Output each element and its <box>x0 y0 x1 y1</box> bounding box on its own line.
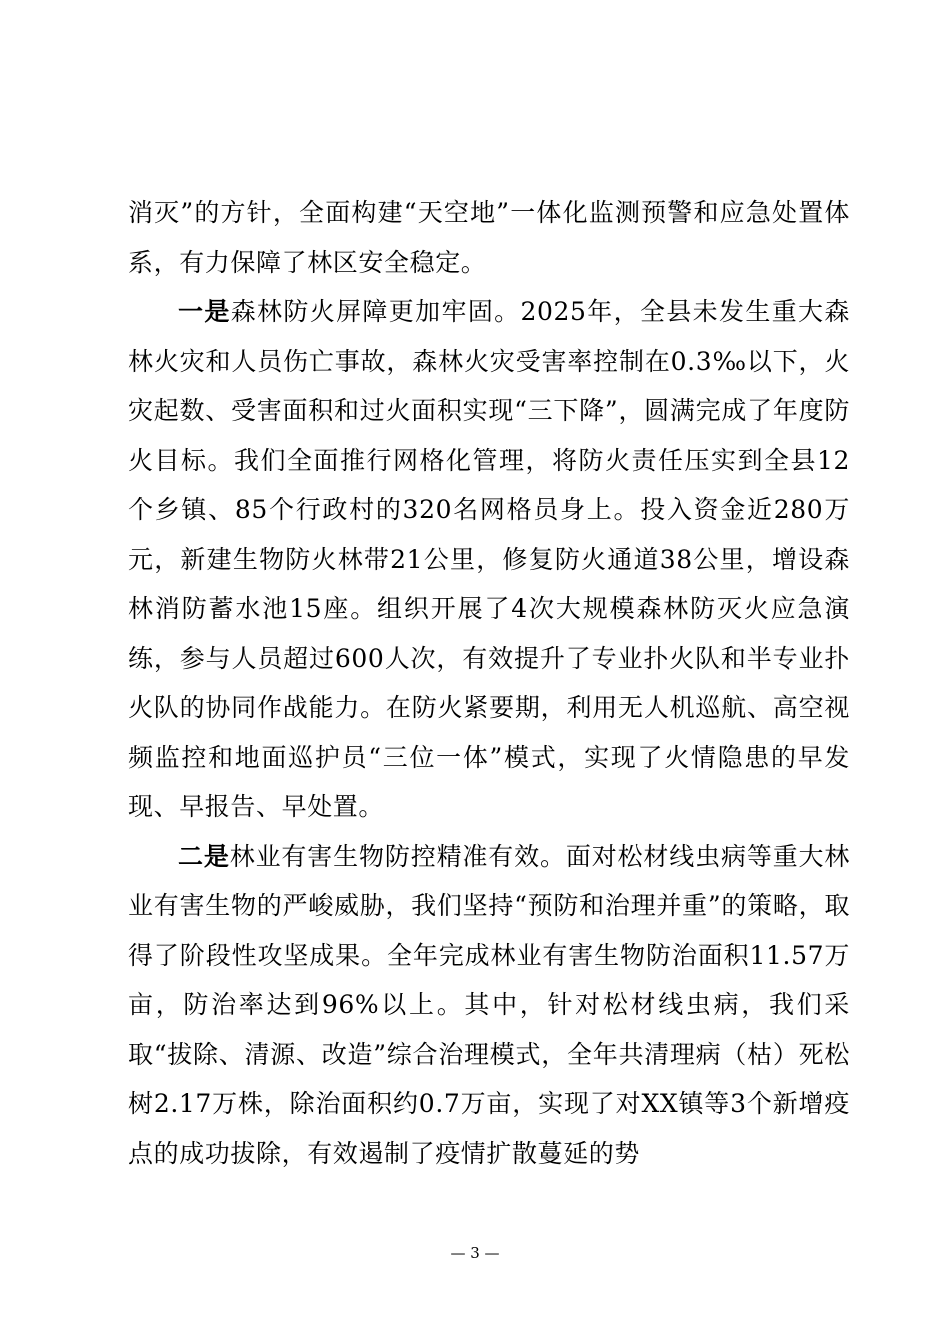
paragraph-pest-control <box>128 832 850 1179</box>
paragraph-lead-label: 二是 <box>178 841 230 871</box>
paragraph-text: 林业有害生物防控精准有效。面对松材线虫病等重大林业有害生物的严峻威胁，我们坚持“预防和治理并重”的策略，取得了阶段性攻坚成果。全年完成林业有害生物防治面积11.57万亩，防治率达到96%以上。其中，针对松材线虫病，我们采取“拔除、清源、改造”综合治理模式，全年共清理病（枯）死松树2.17万株，除治面积约0.7万亩，实现了对XX镇等3个新增疫点的成功拔除，有效遏制了疫情扩散蔓延的势 <box>128 841 851 1168</box>
document-body <box>128 188 850 1178</box>
page-number: — 3 — <box>450 1244 500 1262</box>
paragraph-lead-label: 一是 <box>178 297 231 326</box>
paragraph-text: 森林防火屏障更加牢固。2025年，全县未发生重大森林火灾和人员伤亡事故，森林火灾受害率控制在0.3‰以下，火灾起数、受害面积和过火面积实现“三下降”，圆满完成了年度防火目标。我们全面推行网格化管理，将防火责任压实到全县12个乡镇、85个行政村的320名网格员身上。投入资金近280万元，新建生物防火林带21公里，修复防火通道38公里，增设森林消防蓄水池15座。组织开展了4次大规模森林防灭火应急演练，参与人员超过600人次，有效提升了专业扑火队和半专业扑火队的协同作战能力。在防火紧要期，利用无人机巡航、高空视频监控和地面巡护员“三位一体”模式，实现了火情隐患的早发现、早报告、早处置。 <box>128 297 851 821</box>
continuation-paragraph: 消灭”的方针，全面构建“天空地”一体化监测预警和应急处置体系，有力保障了林区安全稳定。 <box>128 198 850 277</box>
paragraph-fire-prevention <box>128 287 850 832</box>
